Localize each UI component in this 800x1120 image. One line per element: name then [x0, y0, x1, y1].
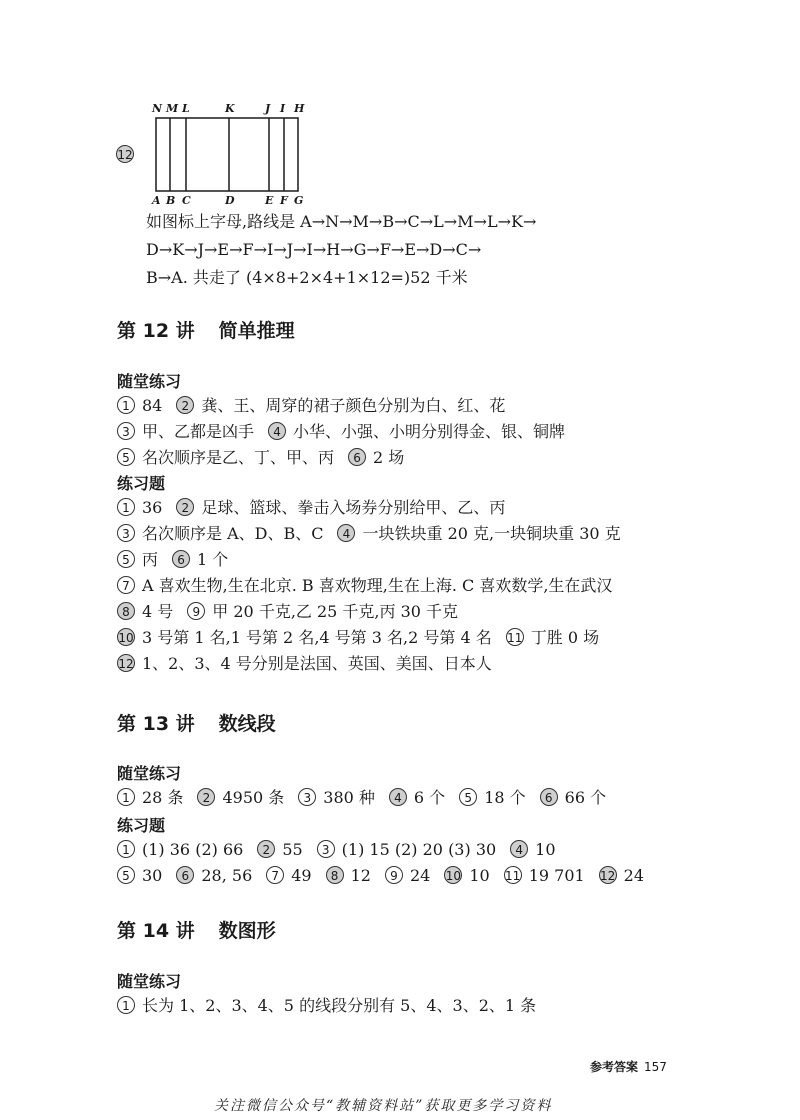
- problem-number-12: [116, 145, 141, 164]
- answer-line: [117, 420, 565, 444]
- answer-text: A 喜欢生物,生在北京. B 喜欢物理,生在上海. C 喜欢数学,生在武汉: [142, 576, 613, 595]
- answer-text: 3 号第 1 名,1 号第 2 名,4 号第 3 名,2 号第 4 名: [142, 628, 492, 647]
- section-heading: 随堂练习: [117, 372, 182, 391]
- answer-text: 甲、乙都是凶手: [142, 422, 255, 441]
- page-footer: [590, 1058, 667, 1075]
- answer-text: 24: [623, 866, 645, 885]
- lecture-13-exercise-list: [117, 838, 644, 888]
- figure-bottom-label: E: [265, 194, 274, 207]
- answer-item: [172, 548, 228, 572]
- lecture-12-practice-list: [117, 394, 565, 470]
- circled-number: 12: [116, 145, 134, 163]
- lecture-13-heading: [117, 711, 276, 737]
- lecture-title: 数图形: [218, 920, 276, 942]
- answer-text: 小华、小强、小明分别得金、银、铜牌: [293, 422, 566, 441]
- lecture-12-heading: [117, 318, 295, 344]
- figure-top-label: L: [182, 102, 190, 115]
- answer-item: [257, 838, 302, 862]
- answer-item: [599, 864, 644, 888]
- figure-top-label: I: [280, 102, 286, 115]
- answer-item: [117, 994, 536, 1018]
- answer-line: [117, 626, 621, 650]
- lecture-title: 数线段: [218, 713, 276, 735]
- answer-text: 4950 条: [222, 788, 285, 807]
- circled-number: 3: [298, 788, 316, 806]
- answer-item: [317, 838, 497, 862]
- answer-text: 龚、王、周穿的裙子颜色分别为白、红、花: [201, 396, 506, 415]
- answer-item: [197, 786, 284, 810]
- lecture-number: 第 14 讲: [117, 920, 195, 942]
- answer-text: 36: [142, 498, 163, 517]
- answer-line: [117, 496, 621, 520]
- circled-number: 8: [326, 866, 344, 884]
- answer-line: [117, 994, 536, 1018]
- answer-text: 4 号: [142, 602, 174, 621]
- answer-text: 10: [535, 840, 556, 859]
- circled-number: 4: [337, 524, 355, 542]
- circled-number: 4: [510, 840, 528, 858]
- answer-item: [176, 394, 505, 418]
- answer-text: 丙: [142, 550, 159, 569]
- circled-number: 1: [117, 996, 135, 1014]
- lecture-number: 第 13 讲: [117, 713, 195, 735]
- figure-bottom-label: G: [294, 194, 304, 207]
- answer-text: 19 701: [528, 866, 585, 885]
- answer-item: [117, 838, 243, 862]
- answer-text: (1) 15 (2) 20 (3) 30: [341, 840, 497, 859]
- circled-number: 9: [385, 866, 403, 884]
- answer-item: [117, 420, 254, 444]
- solution-text: [146, 210, 536, 290]
- circled-number: 7: [266, 866, 284, 884]
- lecture-12-exercise-list: [117, 496, 621, 676]
- answer-text: 18 个: [484, 788, 526, 807]
- figure-top-label: H: [294, 102, 305, 115]
- circled-number: 6: [176, 866, 194, 884]
- answer-item: [117, 786, 183, 810]
- answer-line: [117, 522, 621, 546]
- circled-number: 1: [117, 396, 135, 414]
- route-figure: [140, 98, 315, 208]
- answer-text: 甲 20 千克,乙 25 千克,丙 30 千克: [212, 602, 459, 621]
- figure-top-label: N: [152, 102, 163, 115]
- watermark: 关注微信公众号“教辅资料站”获取更多学习资料: [214, 1098, 553, 1114]
- answer-line: [117, 394, 565, 418]
- answer-item: [117, 446, 334, 470]
- answer-text: 一块铁块重 20 克,一块铜块重 30 克: [362, 524, 621, 543]
- figure-top-label: K: [225, 102, 235, 115]
- section-heading: 练习题: [117, 474, 166, 493]
- answer-item: [459, 786, 525, 810]
- answer-item: [176, 864, 252, 888]
- answer-item: [117, 394, 162, 418]
- answer-item: [266, 864, 311, 888]
- answer-item: [389, 786, 445, 810]
- circled-number: 6: [348, 448, 366, 466]
- answer-text: (1) 36 (2) 66: [142, 840, 244, 859]
- solution-line-2: D→K→J→E→F→I→J→I→H→G→F→E→D→C→: [146, 240, 482, 259]
- answer-item: [117, 496, 162, 520]
- answer-text: 长为 1、2、3、4、5 的线段分别有 5、4、3、2、1 条: [142, 996, 537, 1015]
- answer-item: [540, 786, 606, 810]
- answer-item: [326, 864, 371, 888]
- answer-item: [504, 864, 585, 888]
- circled-number: 6: [540, 788, 558, 806]
- answer-item: [348, 446, 404, 470]
- circled-number: 12: [117, 654, 135, 672]
- answer-text: 1、2、3、4 号分别是法国、英国、美国、日本人: [142, 654, 492, 673]
- circled-number: 5: [117, 448, 135, 466]
- answer-item: [337, 522, 620, 546]
- answer-text: 55: [282, 840, 303, 859]
- solution-line-1: 如图标上字母,路线是 A→N→M→B→C→L→M→L→K→: [146, 212, 537, 231]
- circled-number: 5: [117, 866, 135, 884]
- answer-item: [298, 786, 375, 810]
- footer-label: 参考答案: [590, 1060, 639, 1074]
- answer-item: [268, 420, 565, 444]
- figure-top-label: M: [166, 102, 179, 115]
- lecture-14-heading: [117, 918, 276, 944]
- figure-bottom-label: A: [152, 194, 161, 207]
- figure-bottom-label: F: [280, 194, 288, 207]
- answer-text: 380 种: [323, 788, 375, 807]
- answer-item: [187, 600, 458, 624]
- page-number: 157: [644, 1060, 667, 1074]
- solution-line-3: B→A. 共走了 (4×8+2×4+1×12=)52 千米: [146, 268, 468, 287]
- answer-text: 24: [409, 866, 431, 885]
- answer-text: 1 个: [197, 550, 229, 569]
- answer-line: [117, 838, 644, 862]
- figure-outer-rect: [156, 118, 298, 191]
- answer-item: [117, 600, 173, 624]
- answer-item: [176, 496, 505, 520]
- circled-number: 2: [176, 396, 194, 414]
- circled-number: 10: [117, 628, 135, 646]
- answer-line: [117, 446, 565, 470]
- answer-line: [117, 786, 606, 810]
- lecture-number: 第 12 讲: [117, 320, 195, 342]
- circled-number: 11: [504, 866, 522, 884]
- section-heading: 随堂练习: [117, 972, 182, 991]
- circled-number: 7: [117, 576, 135, 594]
- answer-text: 6 个: [413, 788, 446, 807]
- circled-number: 1: [117, 840, 135, 858]
- circled-number: 2: [197, 788, 215, 806]
- answer-item: [117, 548, 158, 572]
- circled-number: 8: [117, 602, 135, 620]
- circled-number: 1: [117, 498, 135, 516]
- circled-number: 4: [389, 788, 407, 806]
- lecture-13-practice-list: [117, 786, 606, 810]
- answer-text: 49: [291, 866, 312, 885]
- answer-line: [117, 864, 644, 888]
- answer-text: 10: [469, 866, 490, 885]
- answer-item: [506, 626, 599, 650]
- lecture-title: 简单推理: [218, 320, 295, 342]
- figure-bottom-label: D: [225, 194, 235, 207]
- answer-text: 84: [142, 396, 163, 415]
- circled-number: 2: [176, 498, 194, 516]
- section-heading: 随堂练习: [117, 764, 182, 783]
- circled-number: 3: [117, 422, 135, 440]
- circled-number: 5: [459, 788, 477, 806]
- answer-item: [117, 574, 612, 598]
- figure-bottom-label: C: [182, 194, 191, 207]
- answer-text: 28, 56: [201, 866, 253, 885]
- circled-number: 2: [257, 840, 275, 858]
- circled-number: 3: [317, 840, 335, 858]
- figure-top-label: J: [265, 102, 271, 115]
- answer-line: [117, 574, 621, 598]
- circled-number: 3: [117, 524, 135, 542]
- answer-text: 丁胜 0 场: [530, 628, 600, 647]
- lecture-14-practice-list: [117, 994, 536, 1018]
- answer-text: 2 场: [373, 448, 405, 467]
- circled-number: 9: [187, 602, 205, 620]
- answer-item: [444, 864, 489, 888]
- answer-item: [510, 838, 555, 862]
- answer-line: [117, 548, 621, 572]
- answer-item: [385, 864, 430, 888]
- circled-number: 10: [444, 866, 462, 884]
- circled-number: 11: [506, 628, 524, 646]
- answer-item: [117, 626, 492, 650]
- answer-line: [117, 652, 621, 676]
- answer-text: 名次顺序是 A、D、B、C: [142, 524, 324, 543]
- answer-text: 名次顺序是乙、丁、甲、丙: [142, 448, 335, 467]
- section-heading: 练习题: [117, 816, 166, 835]
- circled-number: 6: [172, 550, 190, 568]
- answer-text: 30: [142, 866, 163, 885]
- circled-number: 12: [599, 866, 617, 884]
- circled-number: 4: [268, 422, 286, 440]
- answer-text: 28 条: [142, 788, 184, 807]
- answer-item: [117, 522, 323, 546]
- answer-line: [117, 600, 621, 624]
- answer-item: [117, 652, 492, 676]
- figure-bottom-label: B: [166, 194, 176, 207]
- answer-text: 66 个: [564, 788, 607, 807]
- circled-number: 1: [117, 788, 135, 806]
- answer-item: [117, 864, 162, 888]
- circled-number: 5: [117, 550, 135, 568]
- answer-text: 12: [350, 866, 371, 885]
- answer-text: 足球、篮球、拳击入场券分别给甲、乙、丙: [201, 498, 506, 517]
